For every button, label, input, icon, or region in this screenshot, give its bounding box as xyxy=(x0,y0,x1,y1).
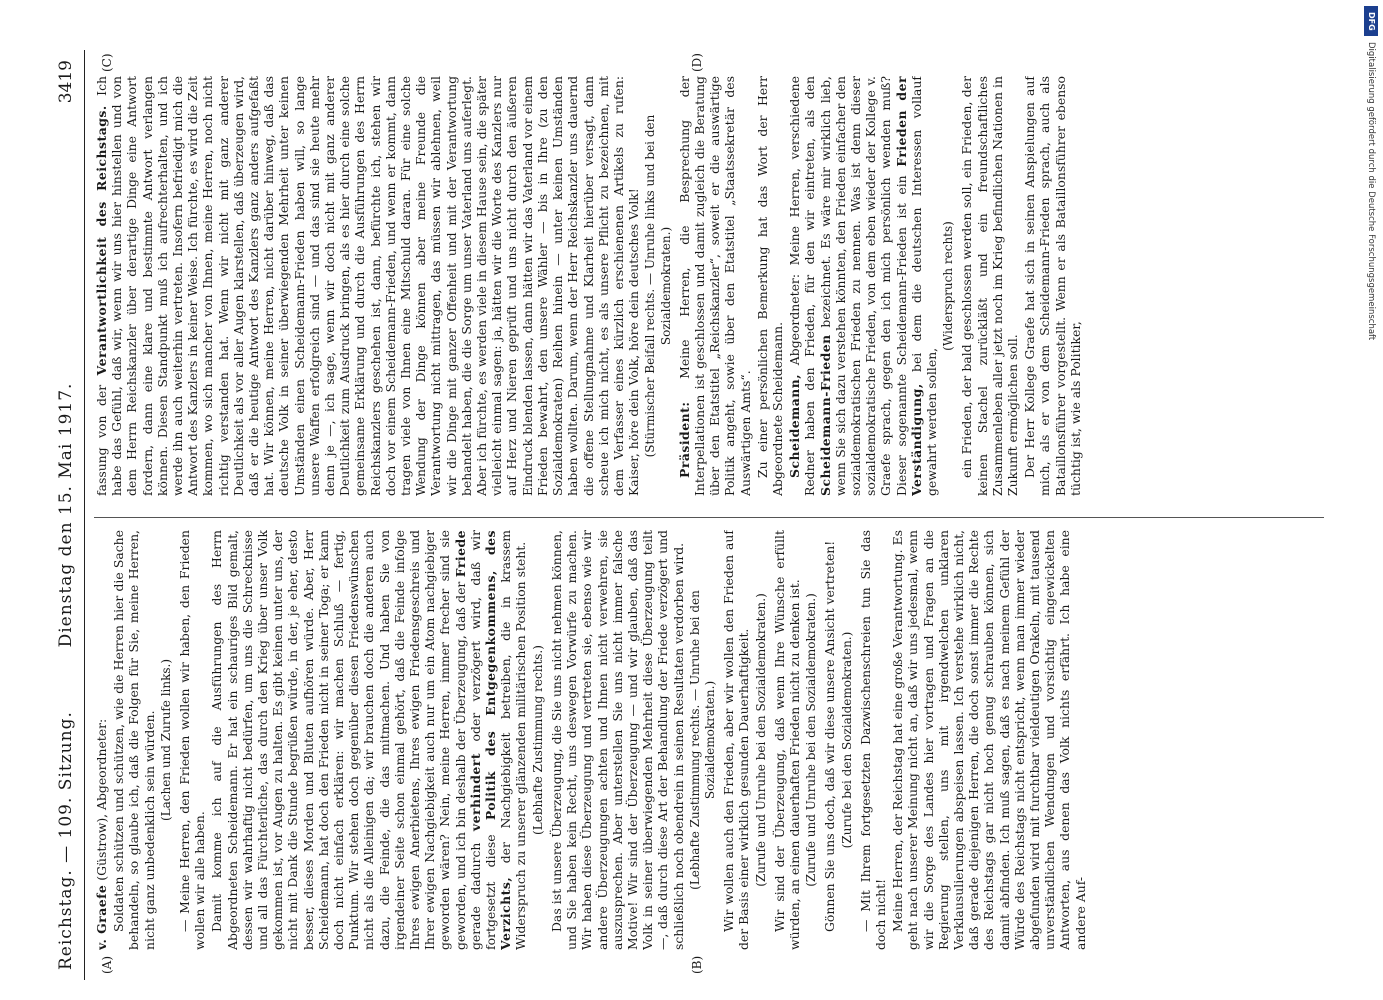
paragraph: Gönnen Sie uns doch, daß wir diese unsere Ansicht vertreten! xyxy=(822,540,838,932)
column-divider xyxy=(94,517,1324,518)
text-run: Ich habe das Gefühl, daß wir, wenn wir uns hier hinstellen und von dem Herrn Reichskanzler über derartige Dinge eine Antwort fordern, dann eine klare und bestimmte Antwort verlangen können. Diesen Standpunkt muß ich aufrechterhalten, und ich werde ihn auch weiterhin vertreten. Insofern befriedigt mich die Antwort des Kanzlers in keiner Weise. Ich fürchte, es wird die Zeit kommen, wo sich mancher von Ihnen, meine Herren, noch nicht richtig verstanden hat. Wenn wir nicht mit ganz anderer Deutlichkeit als vor aller Augen klarstellen, daß überzeugen wird, daß er die heutige Antwort des Kanzlers ganz anders aufgefaßt hat. Wir können, meine Herren, nicht darüber hinweg, daß das deutsche Volk in seiner überwiegenden Mehrheit unter keinen Umständen einen Scheidemann-Frieden haben will, so lange unsere Waffen erfolgreich sind — und das sind sie heute mehr denn je —, ich sage, wenn wir doch nicht mit ganz anderer Deutlichkeit zum Ausdruck bringen, als es hier durch eine solche gemeinsame Erklärung und durch die Ausführungen des Herrn Reichskanzlers geschehen ist, dann, befürchte ich, stehen wir doch vor einem Scheidemann-Frieden, und wenn er kommt, dann tragen viele von Ihnen eine Mitschuld daran. Für eine solche Wendung der Dinge können aber meine Freunde die Verantwortung nicht mittragen, das müssen wir ablehnen, weil wir die Dinge mit ganzer Offenheit und mit der Verantwortung behandelt haben, die die Sorge um unser Vaterland uns auferlegt. Aber ich fürchte, es werden viele in diesem Hause sein, die später vielleicht einmal sagen: ja, hätten wir die Worte des Kanzlers nur auf Herz und Nieren geprüft und uns nicht durch den äußeren Eindruck blenden lassen, dann hätten wir das Vaterland vor einem Frieden bewahrt, den unsere Wähler — bis in Ihre (zu den Sozialdemokraten) Reihen hinein — unter keinen Umständen haben wollten. Darum, wenn der Herr Reichskanzler uns dauernd die offene Stellungnahme und Klarheit hierüber versagt, dann scheue ich mich nicht, es als unsere Pflicht zu bezeichnen, mit dem Verfasser eines kürzlich erschienenen Artikels zu rufen: Kaiser, höre dein Volk, höre dein deutsches Volk! xyxy=(94,76,642,496)
emphasis: Verantwortlichkeit des Reichstags. xyxy=(94,105,109,376)
paragraph xyxy=(787,76,939,496)
text-run: bei dem die deutschen Interessen vollauf gewahrt werden sollen, xyxy=(908,76,939,496)
interjection: (Stürmischer Beifall rechts. — Unruhe links und bei den Sozialdemokraten.) xyxy=(643,114,673,458)
emphasis: Frieden der Verständigung, xyxy=(893,76,924,496)
interjection: (Widerspruch rechts) xyxy=(941,221,956,351)
page-number: 3419 xyxy=(56,60,76,104)
paragraph xyxy=(209,530,528,950)
paragraph: Das ist unsere Überzeugung, die Sie uns nicht nehmen können, und Sie haben kein Recht, uns deswegen Vorwürfe zu machen. Wir haben diese Überzeugung und vertreten sie, ebenso wie wir andere Überzeugungen achten und Ihnen nicht verwehren, sie auszusprechen. Aber unterstellen Sie uns nicht immer falsche Motive! Wir sind der Überzeugung — und wir glauben, daß das Volk in seiner überwiegenden Mehrheit diese Überzeugung teilt —, daß durch diese Art der Behandlung der Friede verzögert und schließlich noch obendrein in seinen Resultaten verdorben wird. xyxy=(548,530,686,950)
speaker-name: v. Graefe xyxy=(94,884,109,950)
speaker-name: Präsident: xyxy=(676,401,692,478)
paragraph: Meine Herren, der Reichstag hat eine große Verantwortung. Es geht nach unserer Meinung nicht an, daß wir uns jedesmal, wenn wir die Sorge des Landes hier vortragen und Fragen an die Regierung stellen, uns mit irgendwelchen unklaren Verklausulierungen abspeisen lassen. Ich verstehe wirklich nicht, daß gerade diejenigen Herren, die doch sonst immer die Rechte des Reichstags gar nicht hoch genug schrauben können, sich damit abfinden. Ich muß sagen, daß es nach meinem Gefühl der Würde des Reichstags nicht entspricht, wenn man immer wieder abgefunden wird mit furchtbar vieldeutigen Orakeln, mit tausend unverständlichen Wendungen und vorsichtig eingewickelten Antworten, aus denen das Volk nichts erfährt. Ich habe eine andere Auf- xyxy=(890,530,1088,950)
margin-mark-b: (B) xyxy=(690,955,704,974)
paragraph: Wir sind der Überzeugung, daß wenn Ihre Wünsche erfüllt würden, an einen dauerhaften Frieden nicht zu denken ist. xyxy=(771,530,802,950)
text-run: oder verzögert wird, daß wir fortgesetzt diese xyxy=(467,530,499,950)
right-column xyxy=(94,76,1334,496)
margin-mark-a: (A) xyxy=(100,955,114,974)
header-session: Reichstag. — 109. Sitzung. xyxy=(56,711,76,970)
speaker-note: (Güstrow), Abgeordneter: xyxy=(94,718,109,881)
paragraph: Wir wollen auch den Frieden, aber wir wollen den Frieden auf der Basis einer wirklich gesunden Dauerhaftigkeit. xyxy=(721,530,752,950)
header-date: Dienstag den 15. Mai 1917. xyxy=(56,382,76,648)
interjection: (Zurufe und Unruhe bei den Sozialdemokraten.) xyxy=(804,593,819,887)
speaker-name: Scheidemann, xyxy=(787,373,803,478)
text-run: gerade dadurch xyxy=(467,842,483,950)
interjection: (Zurufe und Unruhe bei den Sozialdemokraten.) xyxy=(753,593,768,887)
interjection: (Lebhafte Zustimmung rechts. — Unruhe bei den Sozialdemokraten.) xyxy=(687,590,717,890)
paragraph: ein Frieden, der bald geschlossen werden soll, ein Frieden, der keinen Stachel zurückläßt und ein freundschaftliches Zusammenleben aller jetzt noch im Krieg befindlichen Nationen in Zukunft ermöglichen soll. xyxy=(959,76,1020,496)
page-header xyxy=(50,50,85,980)
interjection: (Lebhafte Zustimmung rechts.) xyxy=(530,645,545,835)
paragraph: Der Herr Kollege Graefe hat sich in seinen Anspielungen auf mich, als er von dem Scheidemann-Frieden sprach, auch als Bataillonsführer vorgestellt. Wenn er als Bataillonsführer ebenso tüchtig ist, wie als Politiker, xyxy=(1022,76,1083,496)
interjection: (Lachen und Zurufe links.) xyxy=(158,658,173,822)
rotated-page xyxy=(50,50,1340,980)
digitization-credit: Digitalisierung gefördert durch die Deutsche Forschungsgemeinschaft xyxy=(1366,42,1376,341)
left-column xyxy=(94,530,1334,950)
speaker-note: Abgeordneter: Meine Herren, verschiedene Redner haben den Frieden, für den wir eintreten, als den xyxy=(787,76,818,496)
paragraph xyxy=(677,76,753,496)
emphasis: Friede xyxy=(452,530,468,578)
paragraph: — Mit Ihrem fortgesetzten Dazwischenschreien tun Sie das doch nicht! xyxy=(857,530,888,950)
interjection: (Zurufe bei den Sozialdemokraten.) xyxy=(839,631,854,849)
paragraph: Zu einer persönlichen Bemerkung hat das Wort der Herr Abgeordnete Scheidemann. xyxy=(754,76,785,496)
text-run: fassung von der xyxy=(94,384,109,496)
paragraph: — Meine Herren, den Frieden wollen wir haben, den Frieden wollen wir alle haben. xyxy=(177,530,208,950)
paragraph xyxy=(94,76,641,496)
text-run: der Nachgiebigkeit betreiben, die in krassem Widerspruch zu unserer glänzenden militärischen Position steht. xyxy=(498,530,529,950)
margin-mark-d: (D) xyxy=(690,53,704,72)
emphasis: Scheidemann-Frieden xyxy=(817,334,833,496)
text-run: bezeichnet. Es wäre mir wirklich lieb, wenn Sie sich dazu verstehen könnten, den Frieden einfacher den sozialdemokratischen Frieden zu nennen. Was ist denn dieser sozialdemokratische Frieden, von dem eben wieder der Kollege v. Graefe sprach, gegen den ich mich persönlich wenden muß? Dieser sogenannte Scheidemann-Frieden ist ein xyxy=(817,76,909,496)
paragraph: Soldaten schützen und schützen, wie die Herren hier die Sache behandeln, so glaube ich, daß die Folgen für Sie, meine Herren, nicht ganz unbedenklich sein würden. xyxy=(111,530,157,950)
margin-mark-c: (C) xyxy=(100,53,114,72)
emphasis: verhindert xyxy=(467,752,483,832)
emphasis: Politik des Entgegenkommens, des Verzichts, xyxy=(483,530,514,950)
text-run: Meine Herren, die Besprechung der Interpellationen ist geschlossen und damit zugleich die Beratung über den Etatstitel „Reichskanzler“, soweit er die auswärtige Politik angeht, sowie über den Etatstitel „Staatssekretär des Auswärtigen Amts“. xyxy=(676,76,753,496)
paragraph xyxy=(94,530,109,950)
dfg-logo: DFG xyxy=(1364,6,1378,36)
text-run: Damit komme ich auf die Ausführungen des Herrn Abgeordneten Scheidemann. Er hat ein schauriges Bild gemalt, dessen wir wahrhaftig nicht bedürfen, um uns die Schrecknisse und all das Fürchterliche, das durch den Krieg über unser Volk gekommen ist, vor Augen zu halten. Es gibt keinen unter uns, der nicht mit Dank die Stunde begrüßen würde, in der, je eher, desto besser, dieses Morden und Bluten aufhören würde. Aber, Herr Scheidemann, hat doch den Frieden nicht in seiner Toga; er kann doch nicht einfach erklären: wir machen Schluß — fertig, Punktum. Wir stehen doch gegenüber diesen Friedenswünschen nicht als die Alleinigen da; wir brauchen doch die anderen auch dazu, die Feinde, die das mitmachen. Und haben Sie von irgendeiner Seite schon einmal gehört, daß die Feinde infolge Ihres ewigen Anerbietens, Ihres ewigen Friedensgeschreis und Ihrer ewigen Nachgiebigkeit auch nur um ein Atom nachgiebiger geworden wären? Nein, meine Herren, immer frecher sind sie geworden, und ich bin deshalb der Überzeugung, daß der xyxy=(209,530,468,950)
